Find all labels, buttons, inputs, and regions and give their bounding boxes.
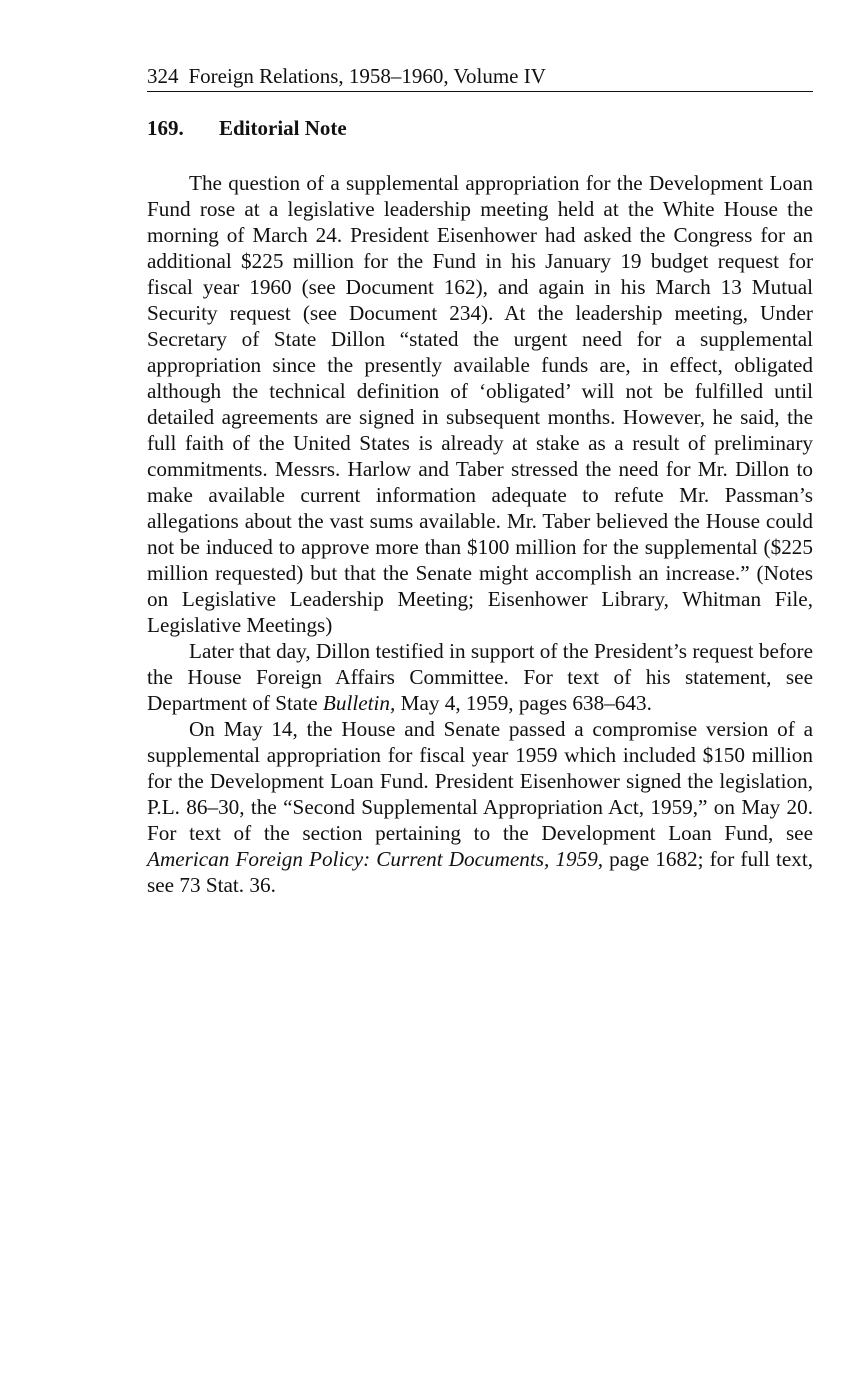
paragraph-1: The question of a supplemental appropriation for the Development Loan Fund rose at a legislative leadership meeting held at the White House the morning of March 24. President Eisenhower had asked the Congress for an additional $225 million for the Fund in his January 19 budget request for fiscal year 1960 (see Document 162), and again in his March 13 Mutual Security request (see Document 234). At the leadership meeting, Under Secretary of State Dillon “stated the urgent need for a supplemental appropriation since the presently available funds are, in effect, obligated although the technical definition of ‘obligated’ will not be fulfilled until detailed agreements are signed in subsequent months. However, he said, the full faith of the United States is already at stake as a result of preliminary commitments. Messrs. Harlow and Taber stressed the need for Mr. Dillon to make available current information adequate to refute Mr. Passman’s allegations about the vast sums available. Mr. Taber believed the House could not be induced to approve more than $100 million for the supplemental ($225 million requested) but that the Senate might accomplish an increase.” (Notes on Legislative Leadership Meeting; Eisenhower Library, Whitman File, Legislative Meetings) <box>147 171 813 637</box>
paragraph-3-italic: American Foreign Policy: Current Documents, 1959, <box>147 847 604 871</box>
paragraph-2-text-b: May 4, 1959, pages 638–643. <box>395 691 652 715</box>
running-title: Foreign Relations, 1958–1960, Volume IV <box>188 64 546 88</box>
paragraph-3-text-b: page 1682; for full text, see 73 Stat. 36. <box>147 847 814 897</box>
paragraph-3-text-a: On May 14, the House and Senate passed a compromise version of a supplemental appropriation for fiscal year 1959 which included $150 million for the Development Loan Fund. President Eisenhower signed the legislation, P.L. 86–30, the “Second Supplemental Appropriation Act, 1959,” on May 20. For text of the section pertaining to the Development Loan Fund, see <box>147 717 813 845</box>
document-title: Editorial Note <box>219 116 347 140</box>
document-number: 169. <box>147 116 184 140</box>
paragraph-3 <box>147 716 813 898</box>
document-page <box>147 62 813 898</box>
document-heading <box>147 114 813 142</box>
running-header <box>147 62 813 92</box>
paragraph-2-italic: Bulletin, <box>322 691 396 715</box>
paragraph-2-text-a: Later that day, Dillon testified in support of the President’s request before the House Foreign Affairs Committee. For text of his statement, see Department of State <box>147 639 813 715</box>
document-body <box>147 170 813 898</box>
page-number: 324 <box>147 64 179 88</box>
paragraph-2 <box>147 638 813 716</box>
